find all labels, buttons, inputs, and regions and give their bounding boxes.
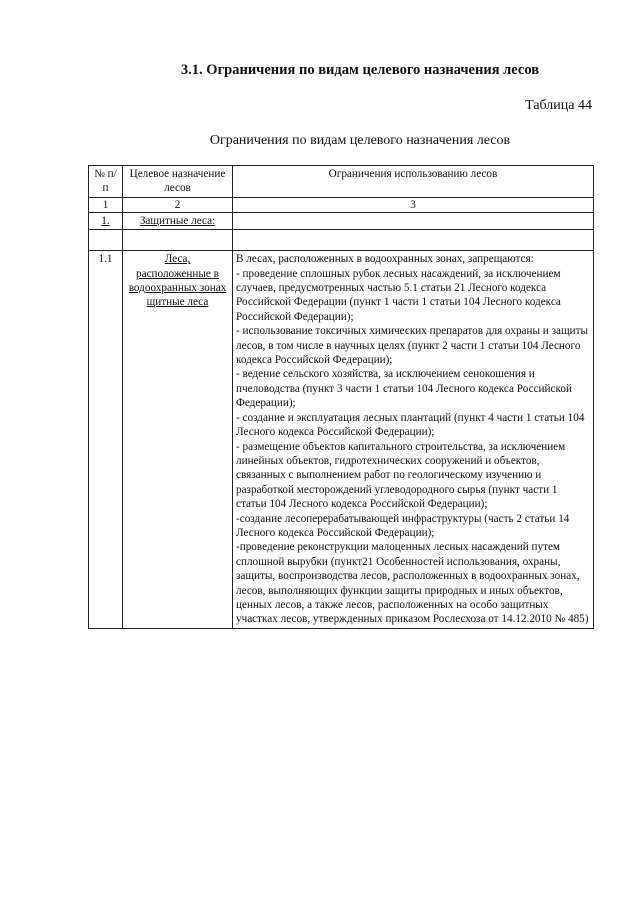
table-header-row — [89, 166, 594, 198]
table-title: Ограничения по видам целевого назначения лесов — [209, 133, 511, 148]
table-number: Таблица 44 — [525, 98, 592, 113]
restriction-line: - проведение сплошных рубок лесных насаждений, за исключением случаев, предусмотренных частью 5.1 статьи 21 Лесного кодекса Российской Федерации (пункт 1 части 1 статьи 104 Лесного кодекса Российской Федерации); — [236, 267, 561, 323]
spacer-row — [89, 230, 594, 251]
header-number: № п/п — [89, 166, 123, 198]
restrictions-table — [88, 165, 594, 629]
spacer-cell — [89, 230, 123, 251]
header-restrictions: Ограничения использованию лесов — [233, 166, 594, 198]
row-number: 1.1 — [89, 251, 123, 629]
spacer-cell — [123, 230, 233, 251]
column-number: 3 — [233, 197, 594, 212]
group-restriction — [233, 212, 594, 229]
restriction-line: В лесах, расположенных в водоохранных зонах, запрещаются: — [236, 253, 534, 266]
restriction-line: - размещение объектов капитального строительства, за исключением линейных объектов, гидротехнических сооружений и объектов, связанных с выполнением работ по геологическому изучению и разработкой месторождений углеводородного сырья (пункт части 1 статьи 104 Лесного кодекса Российской Федерации); — [236, 440, 566, 511]
row-restrictions — [233, 251, 594, 629]
restriction-line: - создание и эксплуатация лесных плантаций (пункт 4 части 1 статьи 104 Лесного кодекса Российской Федерации); — [236, 411, 585, 439]
header-purpose: Целевое назначение лесов — [123, 166, 233, 198]
restriction-line: -проведение реконструкции малоценных лесных насаждений путем сплошной вырубки (пункт21 Особенностей использования, охраны, защиты, воспроизводства лесов, расположенных в водоохранных зонах, лесов, выполняющих функции защиты природных и иных объектов, ценных лесов, а также лесов, расположенных на особо защитных участках лесов, утвержденных приказом Рослесхоза от 14.12.2010 № 485) — [236, 541, 589, 626]
restriction-line: - ведение сельского хозяйства, за исключением сенокошения и пчеловодства (пункт 3 части 1 статьи 104 Лесного кодекса Российской Федерации); — [236, 368, 572, 410]
restriction-line: -создание лесоперерабатывающей инфраструктуры (часть 2 статьи 14 Лесного кодекса Российской Федерации); — [236, 512, 570, 539]
column-number: 2 — [123, 197, 233, 212]
restriction-line: - использование токсичных химических препаратов для охраны и защиты лесов, в том числе в научных целях (пункт 2 части 1 статьи 104 Лесного кодекса Российской Федерации); — [236, 325, 588, 367]
table-row — [89, 212, 594, 229]
row-purpose: Леса, расположенные в водоохранных зонах щитные леса — [123, 251, 233, 629]
group-number: 1. — [89, 212, 123, 229]
column-number-row — [89, 197, 594, 212]
section-heading: 3.1. Ограничения по видам целевого назначения лесов — [180, 62, 540, 78]
group-purpose: Защитные леса: — [123, 212, 233, 229]
spacer-cell — [233, 230, 594, 251]
column-number: 1 — [89, 197, 123, 212]
table-row — [89, 251, 594, 629]
